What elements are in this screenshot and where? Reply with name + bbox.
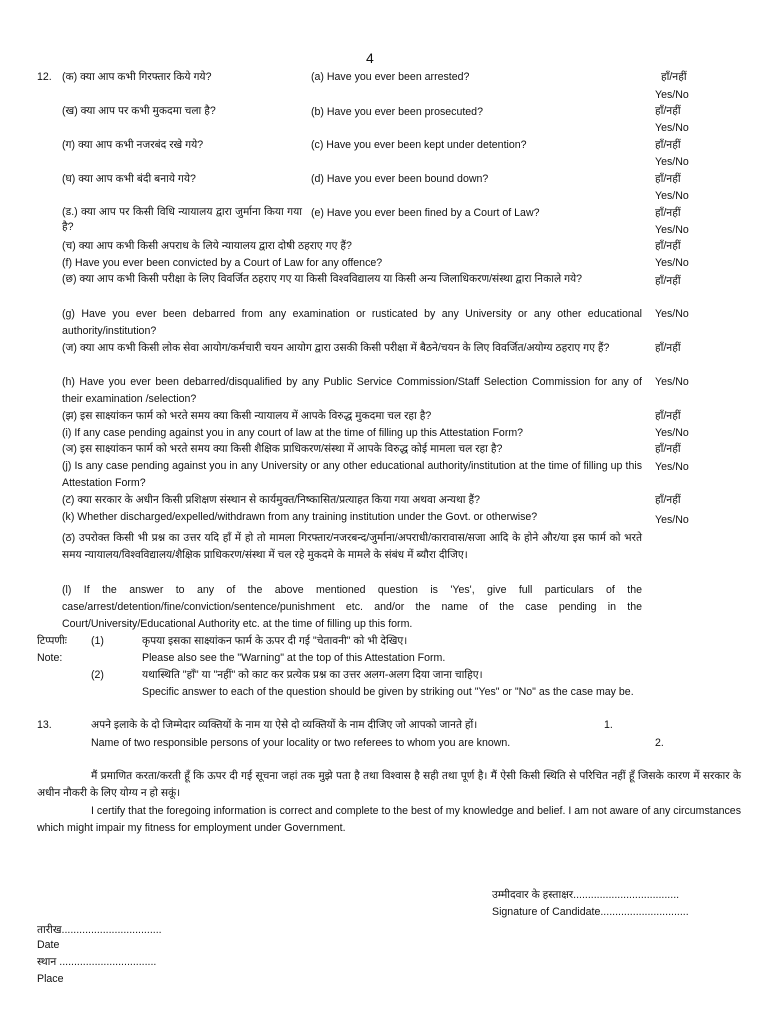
q12-c-answer-english: Yes/No	[655, 156, 689, 168]
q13-hindi: अपने इलाके के दो जिम्मेदार व्यक्तियों के नाम या ऐसे दो व्यक्तियों के नाम दीजिए जो आपको जानते हों।	[91, 719, 478, 731]
q12-i-answer-english: Yes/No	[655, 427, 689, 439]
q12-a-hindi: (क) क्या आप कभी गिरफ्तार किये गये?	[62, 71, 212, 83]
note-label-english: Note:	[37, 652, 63, 664]
q12-c-english: (c) Have you ever been kept under detention?	[311, 139, 527, 151]
q12-d-english: (d) Have you ever been bound down?	[311, 173, 489, 185]
q12-j-answer-hindi: हाँ/नहीं	[655, 443, 681, 455]
q12-e-answer-hindi: हाँ/नहीं	[655, 207, 681, 219]
note-2-hindi: यथास्थिति "हाँ" या "नहीं" को काट कर प्रत्येक प्रश्न का उत्तर अलग-अलग दिया जाना चाहिए।	[142, 669, 483, 681]
q12-b-answer-english: Yes/No	[655, 122, 689, 134]
q12-d-answer-hindi: हाँ/नहीं	[655, 173, 681, 185]
q12-i-hindi: (झ) इस साक्ष्यांकन फार्म को भरते समय क्या किसी न्यायालय में आपके विरुद्ध मुकदमा चल रहा है?	[62, 410, 432, 422]
q12-e-hindi: (ड.) क्या आप पर किसी विधि न्यायालय द्वारा जुर्माना किया गया है?	[62, 206, 302, 233]
q12-h-answer-english: Yes/No	[655, 376, 689, 388]
q13-referee-2: 2.	[655, 737, 664, 749]
q12-f-answer-english: Yes/No	[655, 257, 689, 269]
q12-l-hindi: (ठ) उपरोक्त किसी भी प्रश्न का उत्तर यदि हाँ में हो तो मामला गिरफ्तार/नजरबन्द/जुर्माना/अपराधी/कारावास/सजा आदि के होने और/या इस फार्म को भरते समय न्यायालय/विश्वविद्यालय/शैक्षिक प्राधिकरण/संस्था में चल रहे मुकदमे के मामले के संबंध में ब्यौरा दीजिए।	[62, 532, 642, 561]
q12-i-english: (i) If any case pending against you in any court of law at the time of filling up this Attestation Form?	[62, 427, 524, 439]
signature-hindi: उम्मीदवार के हस्ताक्षर....................................	[492, 889, 680, 901]
place-hindi: स्थान .................................	[37, 956, 157, 968]
q12-j-hindi: (ञ) इस साक्ष्यांकन फार्म को भरते समय क्या किसी शैक्षिक प्राधिकरण/संस्था में आपके विरुद्ध कोई मामला चल रहा है?	[62, 443, 503, 455]
q13-number: 13.	[37, 719, 52, 731]
q12-g-answer-english: Yes/No	[655, 308, 689, 320]
q12-g-english: (g) Have you ever been debarred from any examination or rusticated by any University or any other educational authority/institution?	[62, 308, 642, 337]
note-1-english: Please also see the "Warning" at the top of this Attestation Form.	[142, 652, 446, 664]
q12-h-hindi: (ज) क्या आप कभी किसी लोक सेवा आयोग/कर्मचारी चयन आयोग द्वारा उसकी किसी परीक्षा में बैठने/चयन के लिए विवर्जित/अयोग्य ठहराए गए हैं?	[62, 342, 610, 354]
q12-j-english: (j) Is any case pending against you in any University or any other educational authority/institution at the time of filling up this Attestation Form?	[62, 460, 642, 489]
q12-k-answer-english: Yes/No	[655, 514, 689, 526]
q12-e-answer-english: Yes/No	[655, 224, 689, 236]
note-2-number: (2)	[91, 669, 104, 681]
q12-k-english: (k) Whether discharged/expelled/withdrawn from any training institution under the Govt. or otherwise?	[62, 511, 538, 523]
q13-english: Name of two responsible persons of your locality or two referees to whom you are known.	[91, 737, 511, 749]
page-number: 4	[366, 50, 374, 66]
q12-a-english: (a) Have you ever been arrested?	[311, 71, 470, 83]
q12-f-hindi: (च) क्या आप कभी किसी अपराध के लिये न्यायालय द्वारा दोषी ठहराए गए हैं?	[62, 240, 352, 252]
q12-number: 12.	[37, 71, 52, 83]
note-1-number: (1)	[91, 635, 104, 647]
signature-english: Signature of Candidate..............................	[492, 906, 689, 918]
certify-hindi: मैं प्रमाणित करता/करती हूँ कि ऊपर दी गई सूचना जहां तक मुझे पता है तथा विश्वास है सही तथा पूर्ण है। मैं ऐसी किसी स्थिति से परिचित नहीं हूँ जिसके कारण में सरकार के अधीन नौकरी के लिए योग्य न हो सकूं।	[37, 770, 741, 799]
note-1-hindi: कृपया इसका साक्ष्यांकन फार्म के ऊपर दी गई "चेतावनी" को भी देखिए।	[142, 635, 408, 647]
q12-b-hindi: (ख) क्या आप पर कभी मुकदमा चला है?	[62, 105, 216, 117]
q12-f-answer-hindi: हाँ/नहीं	[655, 240, 681, 252]
q12-d-answer-english: Yes/No	[655, 190, 689, 202]
q12-b-answer-hindi: हाँ/नहीं	[655, 105, 681, 117]
certify-english: I certify that the foregoing information is correct and complete to the best of my knowledge and belief. I am not aware of any circumstances which might impair my fitness for employment under Government.	[37, 805, 741, 834]
q12-h-english: (h) Have you ever been debarred/disqualified by any Public Service Commission/Staff Selection Commission for any of their examination /selection?	[62, 376, 642, 405]
q12-k-answer-hindi: हाँ/नहीं	[655, 494, 681, 506]
q12-a-answer-english: Yes/No	[655, 89, 689, 101]
q12-i-answer-hindi: हाँ/नहीं	[655, 410, 681, 422]
q12-k-hindi: (ट) क्या सरकार के अधीन किसी प्रशिक्षण संस्थान से कार्यमुक्त/निष्कासित/प्रत्याहत किया गया अथवा अन्यथा हैं?	[62, 494, 480, 506]
q12-j-answer-english: Yes/No	[655, 461, 689, 473]
q12-d-hindi: (घ) क्या आप कभी बंदी बनाये गये?	[62, 173, 196, 185]
note-label-hindi: टिप्पणीः	[37, 635, 67, 647]
q13-referee-1: 1.	[604, 719, 613, 731]
q12-f-english: (f) Have you ever been convicted by a Court of Law for any offence?	[62, 257, 383, 269]
q12-g-answer-hindi: हाँ/नहीं	[655, 275, 681, 287]
q12-c-hindi: (ग) क्या आप कभी नजरबंद रखे गये?	[62, 139, 204, 151]
q12-b-english: (b) Have you ever been prosecuted?	[311, 106, 483, 118]
q12-g-hindi: (छ) क्या आप कभी किसी परीक्षा के लिए विवर्जित ठहराए गए या किसी विश्वविद्यालय या किसी अन्य जिलाधिकरण/संस्था द्वारा निकाले गये?	[62, 273, 583, 285]
date-english: Date	[37, 939, 60, 951]
q12-c-answer-hindi: हाँ/नहीं	[655, 139, 681, 151]
q12-l-english: (l) If the answer to any of the above mentioned question is 'Yes', give full particulars of the case/arrest/detention/fine/conviction/sentence/punishment etc. and/or the name of the case pending in the Court/University/Educational Authority etc. at the time of filling up this form.	[62, 584, 642, 630]
q12-e-english: (e) Have you ever been fined by a Court of Law?	[311, 207, 540, 219]
note-2-english: Specific answer to each of the question should be given by striking out "Yes" or "No" as the case may be.	[142, 686, 634, 698]
q12-h-answer-hindi: हाँ/नहीं	[655, 342, 681, 354]
place-english: Place	[37, 973, 64, 985]
q12-a-answer-hindi: हाँ/नहीं	[661, 71, 687, 83]
date-hindi: तारीख..................................	[37, 924, 162, 936]
